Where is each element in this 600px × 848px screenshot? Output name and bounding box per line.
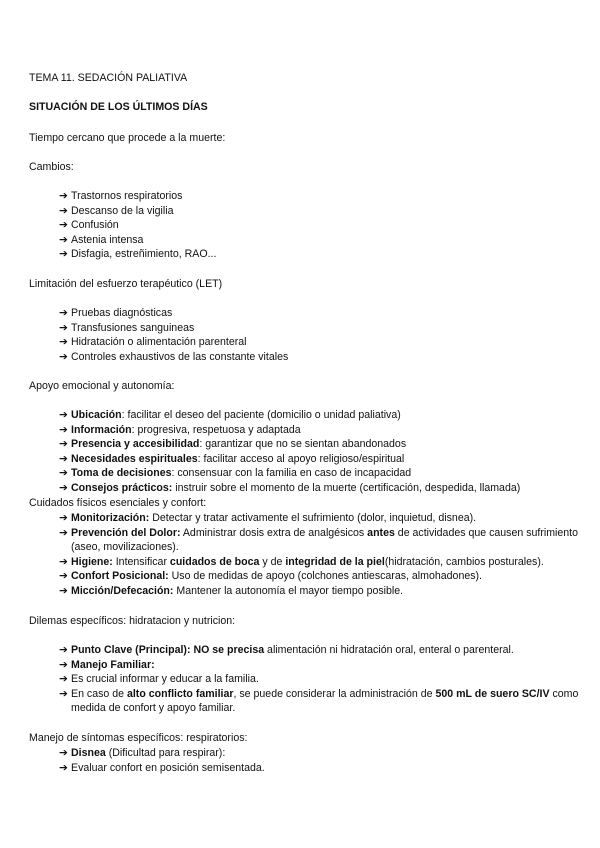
list-item: ➔ En caso de alto conflicto familiar, se puede considerar la administración de 500 mL de suero SC/IV como medida de confort y apoyo familiar. (59, 687, 579, 715)
intro-text: Tiempo cercano que procede a la muerte: (29, 132, 226, 144)
arrow-icon: ➔ (59, 233, 68, 246)
arrow-icon: ➔ (59, 321, 68, 334)
list-item: ➔ Disfagia, estreñimiento, RAO... (59, 248, 217, 261)
arrow-icon: ➔ (59, 512, 68, 524)
arrow-icon: ➔ (59, 190, 68, 202)
cambios-list (59, 189, 579, 262)
arrow-icon: ➔ (59, 204, 68, 217)
arrow-icon: ➔ (59, 555, 68, 568)
arrow-icon: ➔ (59, 307, 68, 319)
arrow-icon: ➔ (59, 336, 68, 349)
list-item: ➔ Prevención del Dolor: Administrar dosis extra de analgésicos antes de actividades que causen sufrimiento (aseo, movilizaciones). (59, 526, 579, 554)
arrow-icon: ➔ (59, 409, 68, 421)
sintomas-heading: Manejo de síntomas específicos: respiratorios: (29, 732, 248, 744)
let-list (59, 306, 579, 364)
arrow-icon: ➔ (59, 570, 68, 583)
list-item: ➔ Hidratación o alimentación parenteral (59, 336, 247, 349)
list-item: ➔ Micción/Defecación: Mantener la autonomía el mayor tiempo posible. (59, 584, 404, 597)
list-item: ➔ Presencia y accesibilidad: garantizar que no se sientan abandonados (59, 438, 407, 451)
list-item: ➔ Confort Posicional: Uso de medidas de apoyo (colchones antiescaras, almohadones). (59, 570, 482, 583)
list-item: ➔ Controles exhaustivos de las constante vitales (59, 350, 289, 363)
apoyo-heading: Apoyo emocional y autonomía: (29, 380, 175, 392)
arrow-icon: ➔ (59, 350, 68, 363)
arrow-icon: ➔ (59, 452, 68, 465)
list-item: ➔ Es crucial informar y educar a la familia. (59, 673, 259, 686)
sintomas-list (59, 746, 579, 775)
list-item: ➔ Transfusiones sanguineas (59, 321, 195, 334)
list-item: ➔ Confusión (59, 219, 119, 232)
list-item: ➔ Monitorización: Detectar y tratar activamente el sufrimiento (dolor, inquietud, disnea). (59, 512, 477, 524)
list-item: ➔ Evaluar confort en posición semisentada. (59, 761, 265, 774)
cambios-heading: Cambios: (29, 161, 74, 173)
arrow-icon: ➔ (59, 658, 68, 671)
list-item: ➔ Necesidades espirituales: facilitar acceso al apoyo religioso/espiritual (59, 452, 405, 465)
arrow-icon: ➔ (59, 687, 68, 700)
list-item: ➔ Información: progresiva, respetuosa y adaptada (59, 423, 301, 436)
page-title: TEMA 11. SEDACIÓN PALIATIVA (29, 72, 188, 84)
arrow-icon: ➔ (59, 248, 68, 261)
let-heading: Limitación del esfuerzo terapéutico (LET) (29, 278, 223, 290)
arrow-icon: ➔ (59, 584, 68, 597)
list-item: ➔ Higiene: Intensificar cuidados de boca y de integridad de la piel(hidratación, cambios posturales). (59, 555, 544, 568)
arrow-icon: ➔ (59, 761, 68, 774)
arrow-icon: ➔ (59, 423, 68, 436)
dilemas-list (59, 643, 579, 716)
arrow-icon: ➔ (59, 673, 68, 686)
list-item: ➔ Descanso de la vigilia (59, 204, 174, 217)
list-item: ➔ Manejo Familiar: (59, 658, 155, 671)
list-item: ➔ Trastornos respiratorios (59, 190, 183, 202)
arrow-icon: ➔ (59, 438, 68, 451)
arrow-icon: ➔ (59, 526, 68, 539)
cuidados-list (59, 511, 579, 599)
arrow-icon: ➔ (59, 644, 68, 656)
list-item: ➔ Disnea (Dificultad para respirar): (59, 747, 226, 759)
list-item: ➔ Punto Clave (Principal): NO se precisa alimentación ni hidratación oral, enteral o parenteral. (59, 644, 514, 656)
arrow-icon: ➔ (59, 467, 68, 480)
arrow-icon: ➔ (59, 481, 68, 494)
list-item: ➔ Pruebas diagnósticas (59, 307, 173, 319)
apoyo-list (59, 408, 579, 496)
list-item: ➔ Toma de decisiones: consensuar con la familia en caso de incapacidad (59, 467, 412, 480)
section-title: SITUACIÓN DE LOS ÚLTIMOS DÍAS (29, 101, 208, 113)
list-item: ➔ Astenia intensa (59, 233, 144, 246)
list-item: ➔ Consejos prácticos: instruir sobre el momento de la muerte (certificación, despedida, llamada) (59, 481, 521, 494)
dilemas-heading: Dilemas específicos: hidratacion y nutricion: (29, 615, 236, 627)
list-item: ➔ Ubicación: facilitar el deseo del paciente (domicilio o unidad paliativa) (59, 409, 401, 421)
arrow-icon: ➔ (59, 219, 68, 232)
cuidados-heading: Cuidados físicos esenciales y confort: (29, 497, 207, 509)
arrow-icon: ➔ (59, 747, 68, 759)
